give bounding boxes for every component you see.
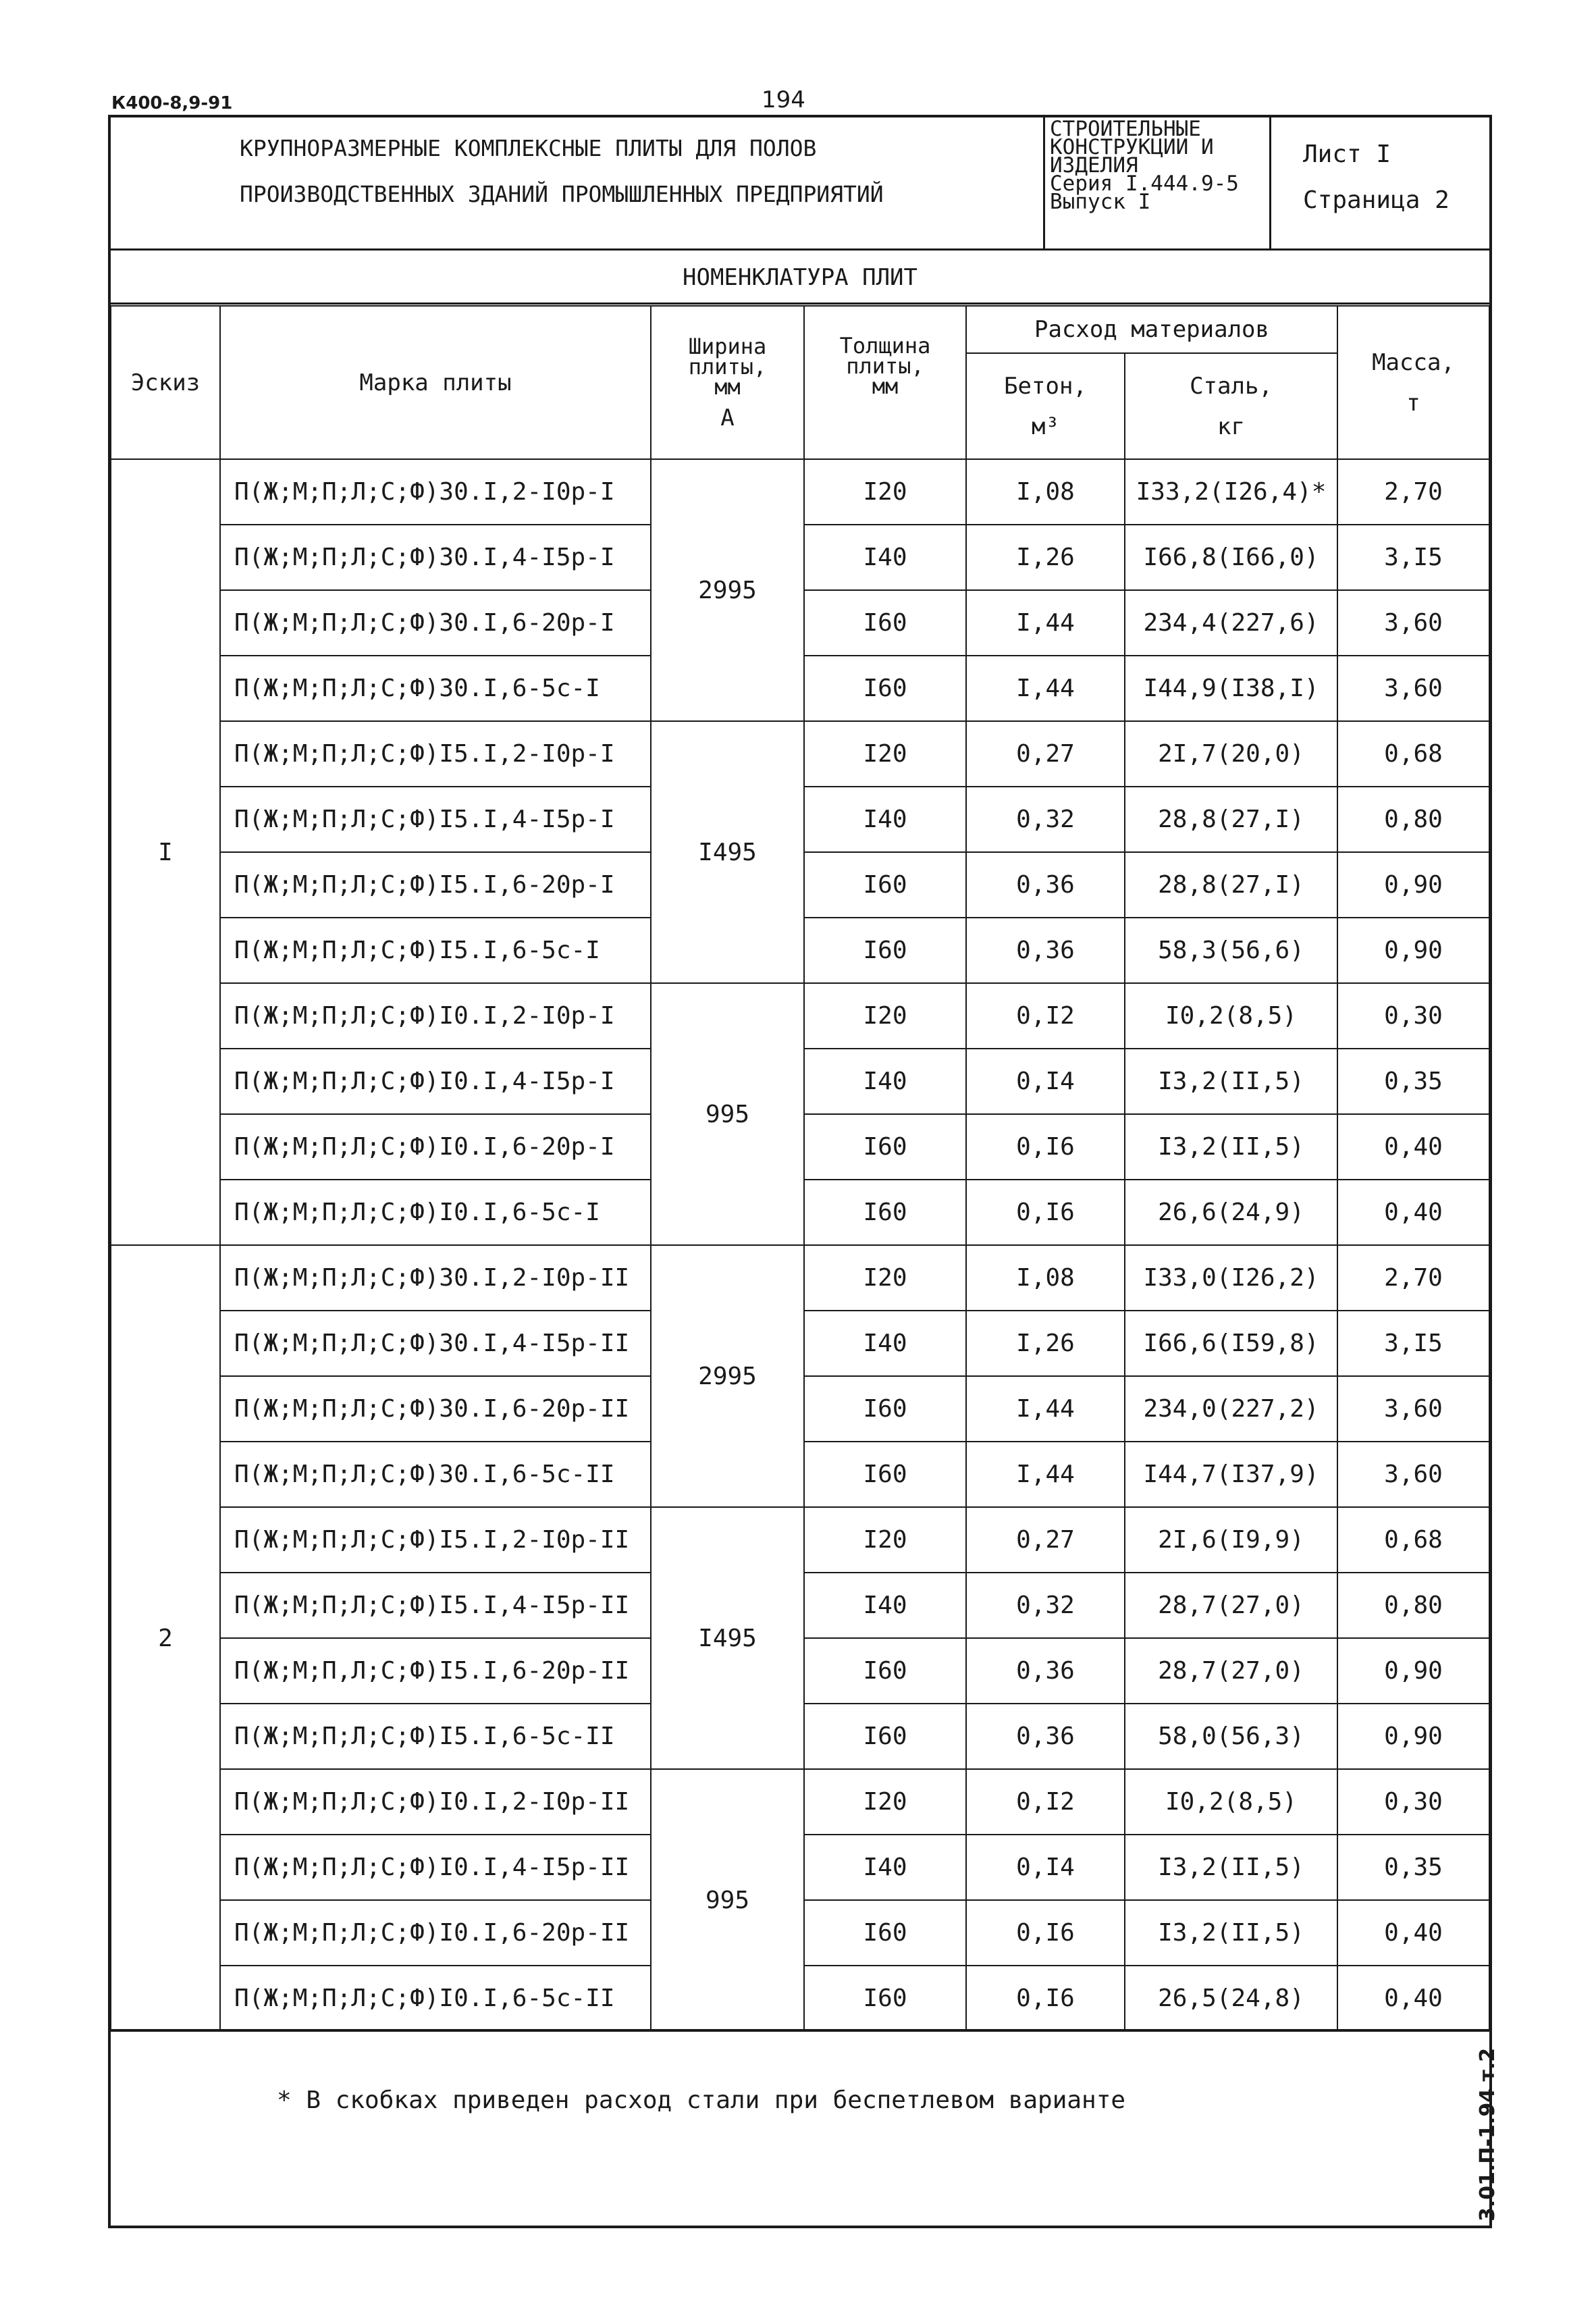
mass-cell: 3,60 — [1337, 1442, 1489, 1507]
thickness-cell: I60 — [804, 1966, 966, 2031]
concrete-cell: 0,36 — [966, 1704, 1125, 1769]
mark-cell: П(Ж;М;П;Л;С;Ф)I5.I,2-I0р-I — [220, 721, 651, 787]
concrete-cell: I,08 — [966, 1245, 1125, 1311]
mark-cell: П(Ж;М;П;Л;С;Ф)I0.I,6-20р-I — [220, 1114, 651, 1180]
col-header-mass — [1337, 306, 1489, 459]
title-line-2: ПРОИЗВОДСТВЕННЫХ ЗДАНИЙ ПРОМЫШЛЕННЫХ ПРЕДПРИЯТИЙ — [240, 181, 884, 207]
mark-cell: П(Ж;М;П;Л;С;Ф)30.I,6-5с-I — [220, 656, 651, 721]
steel-cell: 58,0(56,3) — [1125, 1704, 1337, 1769]
mass-cell: 2,70 — [1337, 459, 1489, 525]
mark-cell: П(Ж;М;П;Л;С;Ф)30.I,6-20р-I — [220, 590, 651, 656]
col-header-concrete-unit: м³ — [1032, 413, 1059, 440]
steel-cell: 28,7(27,0) — [1125, 1638, 1337, 1704]
col-header-mass-text: Масса, — [1372, 348, 1455, 376]
concrete-cell: 0,I6 — [966, 1966, 1125, 2031]
steel-cell: 28,7(27,0) — [1125, 1573, 1337, 1638]
thickness-cell: I60 — [804, 656, 966, 721]
thickness-cell: I20 — [804, 1507, 966, 1573]
mark-cell: П(Ж;М;П;Л;С;Ф)I5.I,4-I5р-II — [220, 1573, 651, 1638]
col-header-width — [651, 306, 804, 459]
steel-cell: 234,0(227,2) — [1125, 1376, 1337, 1442]
thickness-cell: I60 — [804, 1704, 966, 1769]
thickness-cell: I60 — [804, 1900, 966, 1966]
steel-cell: I44,7(I37,9) — [1125, 1442, 1337, 1507]
thickness-cell: I60 — [804, 918, 966, 983]
steel-cell: 26,6(24,9) — [1125, 1180, 1337, 1245]
mark-cell: П(Ж;М;П;Л;С;Ф)I0.I,2-I0р-II — [220, 1769, 651, 1835]
mark-cell: П(Ж;М;П;Л;С;Ф)30.I,4-I5р-II — [220, 1311, 651, 1376]
col-header-thickness — [804, 306, 966, 459]
concrete-cell: 0,I6 — [966, 1900, 1125, 1966]
steel-cell: I33,0(I26,2) — [1125, 1245, 1337, 1311]
col-header-concrete-text: Бетон, — [1004, 372, 1087, 400]
steel-cell: 2I,6(I9,9) — [1125, 1507, 1337, 1573]
mass-cell: 0,30 — [1337, 1769, 1489, 1835]
thickness-cell: I20 — [804, 1769, 966, 1835]
col-header-steel-text: Сталь, — [1190, 372, 1273, 400]
thickness-cell: I40 — [804, 1311, 966, 1376]
col-header-sketch: Эскиз — [111, 306, 220, 459]
col-header-width-sub: А — [720, 404, 735, 431]
header-divider-2 — [1269, 115, 1271, 250]
title-line-1: КРУПНОРАЗМЕРНЫЕ КОМПЛЕКСНЫЕ ПЛИТЫ ДЛЯ ПОЛОВ — [240, 135, 817, 161]
mark-cell: П(Ж;М;П;Л;С;Ф)30.I,2-I0р-II — [220, 1245, 651, 1311]
concrete-cell: I,26 — [966, 1311, 1125, 1376]
steel-cell: I3,2(II,5) — [1125, 1900, 1337, 1966]
header-divider-1 — [1043, 115, 1045, 250]
thickness-cell: I40 — [804, 525, 966, 590]
mark-cell: П(Ж;М;П;Л;С;Ф)30.I,6-20р-II — [220, 1376, 651, 1442]
steel-cell: I66,8(I66,0) — [1125, 525, 1337, 590]
mass-cell: 0,90 — [1337, 918, 1489, 983]
mass-cell: 0,68 — [1337, 721, 1489, 787]
sketch-cell: I — [111, 459, 220, 1245]
mass-cell: 3,60 — [1337, 656, 1489, 721]
mass-cell: 3,I5 — [1337, 1311, 1489, 1376]
thickness-cell: I20 — [804, 459, 966, 525]
steel-cell: I44,9(I38,I) — [1125, 656, 1337, 721]
steel-cell: 2I,7(20,0) — [1125, 721, 1337, 787]
thickness-cell: I20 — [804, 721, 966, 787]
mark-cell: П(Ж;М;П;Л;С;Ф)I0.I,6-20р-II — [220, 1900, 651, 1966]
steel-cell: 28,8(27,I) — [1125, 787, 1337, 852]
mark-cell: П(Ж;М;П;Л;С;Ф)I0.I,4-I5р-I — [220, 1049, 651, 1114]
concrete-cell: 0,36 — [966, 918, 1125, 983]
mass-cell: 0,35 — [1337, 1049, 1489, 1114]
mark-cell: П(Ж;М;П;Л;С;Ф)30.I,2-I0р-I — [220, 459, 651, 525]
table-row — [111, 1507, 1489, 1573]
table-row — [111, 1769, 1489, 1835]
col-header-concrete — [966, 353, 1125, 459]
mass-cell: 2,70 — [1337, 1245, 1489, 1311]
document-code: К400-8,9-91 — [111, 93, 233, 113]
concrete-cell: I,08 — [966, 459, 1125, 525]
concrete-cell: 0,I4 — [966, 1835, 1125, 1900]
mass-cell: 0,40 — [1337, 1114, 1489, 1180]
page-number: 194 — [762, 86, 805, 113]
thickness-cell: I60 — [804, 852, 966, 918]
mark-cell: П(Ж;М;П;Л;С;Ф)I0.I,6-5с-I — [220, 1180, 651, 1245]
concrete-cell: 0,27 — [966, 721, 1125, 787]
thickness-cell: I20 — [804, 1245, 966, 1311]
steel-cell: I3,2(II,5) — [1125, 1114, 1337, 1180]
concrete-cell: 0,27 — [966, 1507, 1125, 1573]
mass-cell: 3,I5 — [1337, 525, 1489, 590]
table-bottom-rule — [108, 2029, 1492, 2031]
header-bottom-rule — [108, 248, 1492, 251]
mark-cell: П(Ж;М;П;Л;С;Ф)I5.I,2-I0р-II — [220, 1507, 651, 1573]
mark-cell: П(Ж;М;П;Л;С;Ф)I5.I,6-5с-II — [220, 1704, 651, 1769]
concrete-cell: 0,36 — [966, 1638, 1125, 1704]
mass-cell: 0,80 — [1337, 787, 1489, 852]
mark-cell: П(Ж;М;П;Л;С;Ф)I0.I,4-I5р-II — [220, 1835, 651, 1900]
mark-cell: П(Ж;М;П;Л;С;Ф)I5.I,6-5с-I — [220, 918, 651, 983]
concrete-cell: 0,I2 — [966, 983, 1125, 1049]
steel-cell: 26,5(24,8) — [1125, 1966, 1337, 2031]
sketch-cell: 2 — [111, 1245, 220, 2031]
col-header-mark: Марка плиты — [220, 306, 651, 459]
steel-cell: I66,6(I59,8) — [1125, 1311, 1337, 1376]
col-header-materials: Расход материалов — [966, 306, 1337, 353]
mass-cell: 3,60 — [1337, 590, 1489, 656]
mark-cell: П(Ж;М;П;Л;С;Ф)I0.I,2-I0р-I — [220, 983, 651, 1049]
concrete-cell: I,44 — [966, 590, 1125, 656]
mass-cell: 0,30 — [1337, 983, 1489, 1049]
width-cell: 995 — [651, 1769, 804, 2031]
concrete-cell: I,44 — [966, 656, 1125, 721]
mark-cell: П(Ж;М;П;Л;С;Ф)I5.I,4-I5р-I — [220, 787, 651, 852]
col-header-steel-unit: кг — [1217, 413, 1245, 440]
mass-cell: 0,68 — [1337, 1507, 1489, 1573]
table-row — [111, 1245, 1489, 1311]
mark-cell: П(Ж;М;П;Л;С;Ф)I0.I,6-5с-II — [220, 1966, 651, 2031]
concrete-cell: 0,32 — [966, 1573, 1125, 1638]
width-cell: I495 — [651, 721, 804, 983]
side-document-code: 3.01.П-1.94 т.2 — [1476, 2047, 1499, 2221]
col-header-mass-unit: т — [1406, 389, 1420, 417]
steel-cell: I3,2(II,5) — [1125, 1835, 1337, 1900]
concrete-cell: 0,I2 — [966, 1769, 1125, 1835]
concrete-cell: I,44 — [966, 1376, 1125, 1442]
col-header-width-text: Ширина плиты, мм — [688, 333, 767, 400]
nomenclature-table — [110, 305, 1490, 2032]
mass-cell: 0,90 — [1337, 1704, 1489, 1769]
thickness-cell: I40 — [804, 1835, 966, 1900]
concrete-cell: I,44 — [966, 1442, 1125, 1507]
thickness-cell: I60 — [804, 1638, 966, 1704]
mass-cell: 0,40 — [1337, 1180, 1489, 1245]
thickness-cell: I40 — [804, 787, 966, 852]
table-row — [111, 983, 1489, 1049]
width-cell: I495 — [651, 1507, 804, 1769]
steel-cell: 58,3(56,6) — [1125, 918, 1337, 983]
steel-cell: I3,2(II,5) — [1125, 1049, 1337, 1114]
mark-cell: П(Ж;М;П;Л;С;Ф)30.I,6-5с-II — [220, 1442, 651, 1507]
width-cell: 2995 — [651, 1245, 804, 1507]
table-row — [111, 459, 1489, 525]
thickness-cell: I60 — [804, 1442, 966, 1507]
steel-cell: I0,2(8,5) — [1125, 983, 1337, 1049]
steel-cell: I0,2(8,5) — [1125, 1769, 1337, 1835]
thickness-cell: I60 — [804, 1376, 966, 1442]
sheet-label: Лист I — [1303, 140, 1391, 168]
mark-cell: П(Ж;М;П,Л;С;Ф)I5.I,6-20р-II — [220, 1638, 651, 1704]
mark-cell: П(Ж;М;П;Л;С;Ф)I5.I,6-20р-I — [220, 852, 651, 918]
concrete-cell: 0,I6 — [966, 1180, 1125, 1245]
mass-cell: 0,40 — [1337, 1900, 1489, 1966]
mass-cell: 0,90 — [1337, 852, 1489, 918]
thickness-cell: I60 — [804, 590, 966, 656]
width-cell: 995 — [651, 983, 804, 1245]
mass-cell: 3,60 — [1337, 1376, 1489, 1442]
concrete-cell: 0,36 — [966, 852, 1125, 918]
table-row — [111, 721, 1489, 787]
thickness-cell: I60 — [804, 1180, 966, 1245]
mass-cell: 0,80 — [1337, 1573, 1489, 1638]
page-label: Страница 2 — [1303, 186, 1449, 214]
steel-cell: 28,8(27,I) — [1125, 852, 1337, 918]
thickness-cell: I40 — [804, 1573, 966, 1638]
steel-cell: 234,4(227,6) — [1125, 590, 1337, 656]
concrete-cell: 0,I6 — [966, 1114, 1125, 1180]
mass-cell: 0,35 — [1337, 1835, 1489, 1900]
concrete-cell: 0,32 — [966, 787, 1125, 852]
thickness-cell: I20 — [804, 983, 966, 1049]
mark-cell: П(Ж;М;П;Л;С;Ф)30.I,4-I5р-I — [220, 525, 651, 590]
concrete-cell: 0,I4 — [966, 1049, 1125, 1114]
section-title-rule — [108, 303, 1492, 305]
mass-cell: 0,90 — [1337, 1638, 1489, 1704]
series-block: СТРОИТЕЛЬНЫЕ КОНСТРУКЦИИ И ИЗДЕЛИЯ Серия I.444.9-5 Выпуск I — [1050, 117, 1239, 214]
mass-cell: 0,40 — [1337, 1966, 1489, 2031]
footnote: * В скобках приведен расход стали при беспетлевом варианте — [277, 2086, 1126, 2114]
thickness-cell: I40 — [804, 1049, 966, 1114]
section-title: НОМЕНКЛАТУРА ПЛИТ — [683, 264, 917, 291]
col-header-thickness-text: Толщина плиты, мм — [839, 332, 931, 399]
thickness-cell: I60 — [804, 1114, 966, 1180]
concrete-cell: I,26 — [966, 525, 1125, 590]
width-cell: 2995 — [651, 459, 804, 721]
steel-cell: I33,2(I26,4)* — [1125, 459, 1337, 525]
col-header-steel — [1125, 353, 1337, 459]
